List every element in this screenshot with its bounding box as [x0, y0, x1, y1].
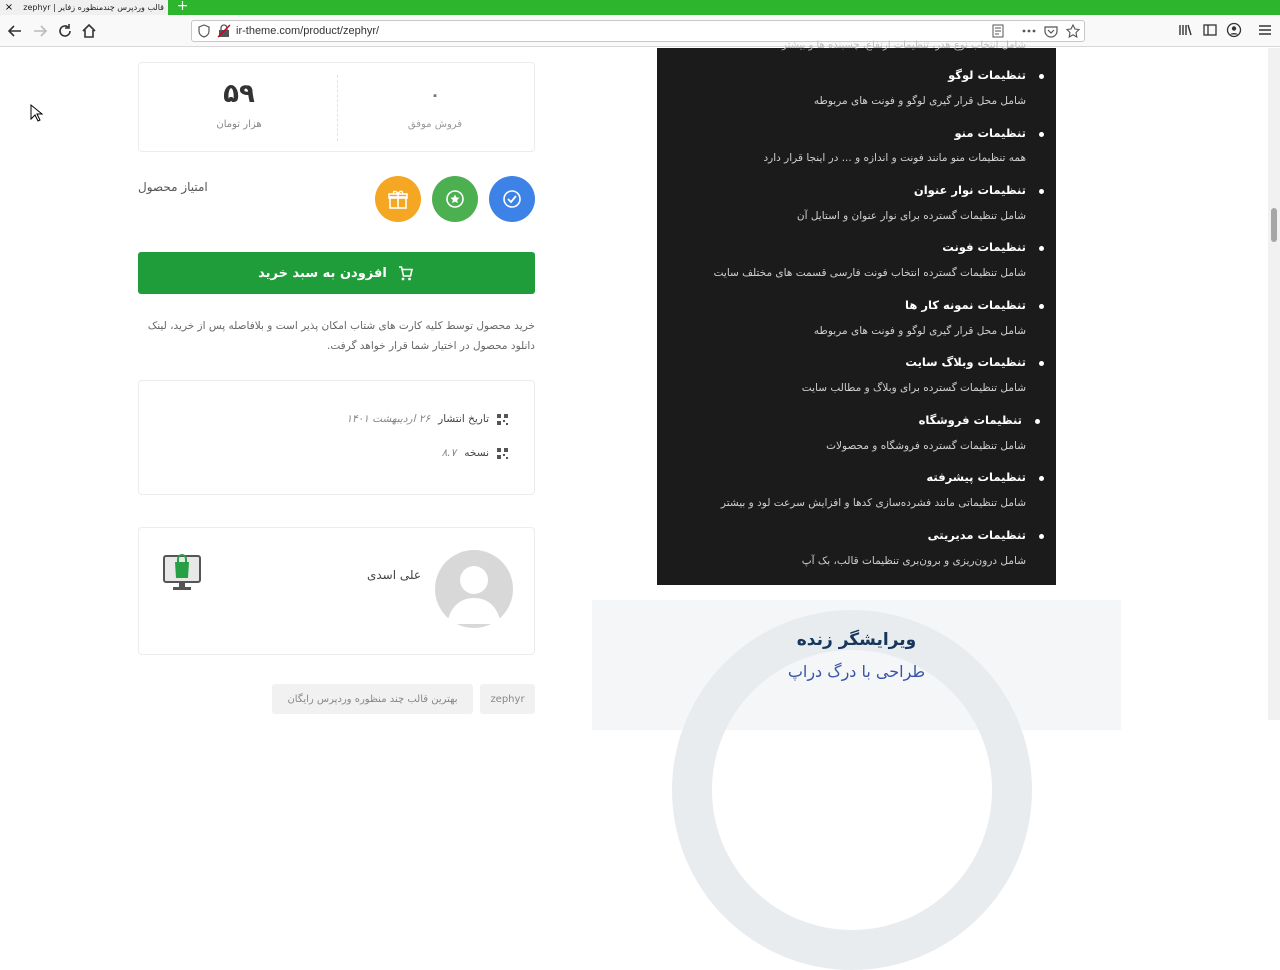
- check-icon: [501, 188, 523, 210]
- price-unit: هزار تومان: [216, 119, 262, 130]
- shield-icon[interactable]: [198, 24, 210, 41]
- url-text[interactable]: ir-theme.com/product/zephyr/: [236, 25, 380, 37]
- library-icon[interactable]: [1177, 22, 1195, 40]
- features-panel: [657, 40, 1056, 585]
- browser-tab[interactable]: [0, 0, 168, 15]
- live-editor-promo: [592, 600, 1121, 730]
- publish-date-row: [346, 413, 508, 425]
- product-meta-card: [138, 380, 535, 495]
- menu-icon[interactable]: [1256, 22, 1274, 40]
- address-bar[interactable]: [191, 20, 1085, 42]
- store-monitor-icon: [161, 550, 203, 592]
- new-tab-button[interactable]: +: [176, 0, 189, 14]
- add-to-cart-button[interactable]: [138, 252, 535, 294]
- promo-subtitle: طراحی با درگ دراپ: [787, 662, 926, 681]
- feature-title: تنظیمات مدیریتی: [927, 528, 1026, 542]
- feature-desc: شامل تنظیمات گسترده فروشگاه و محصولات: [826, 440, 1026, 452]
- page-scrollbar[interactable]: [1268, 48, 1280, 720]
- sidebar-icon[interactable]: [1201, 22, 1219, 40]
- purchase-note: خرید محصول توسط کلیه کارت های شتاب امکان پذیر است و بلافاصله پس از خرید، لینک دانلود محصول در اختیار شما قرار خواهد گرفت.: [147, 320, 535, 352]
- feature-title: تنظیمات نوار عنوان: [913, 183, 1026, 197]
- reader-view-icon[interactable]: [992, 24, 1004, 41]
- qr-icon: [497, 448, 508, 459]
- navigation-bar: [0, 15, 1280, 47]
- feature-desc: شامل تنظیمات گسترده برای وبلاگ و مطالب سایت: [801, 382, 1026, 394]
- feature-desc: همه تنظیمات منو مانند فونت و اندازه و ... در اینجا قرار دارد: [763, 152, 1026, 164]
- stats-divider: [337, 75, 338, 141]
- feature-title: تنظیمات منو: [954, 126, 1026, 140]
- product-stats-card: [138, 62, 535, 152]
- more-actions-icon[interactable]: [1022, 24, 1036, 41]
- qr-icon: [497, 414, 508, 425]
- tab-title: قالب وردپرس چندمنظوره زفایر | zephyr: [23, 3, 164, 12]
- avatar[interactable]: [435, 550, 513, 628]
- forward-arrow-icon[interactable]: [31, 22, 49, 40]
- reload-icon[interactable]: [56, 22, 74, 40]
- feature-desc-cut: شامل انتخاب نوع هدر، تنظیمات ارتفاع، چسبنده ها و بیشتر: [782, 40, 1026, 51]
- feature-desc: شامل محل قرار گیری لوگو و فونت های مربوطه: [813, 325, 1026, 337]
- tab-bar: [0, 0, 1280, 15]
- add-to-cart-label: افزودن به سبد خرید: [258, 265, 387, 281]
- feature-desc: شامل درون‌ریزی و برون‌بری تنظیمات قالب، بک آپ: [801, 555, 1026, 567]
- rating-label: امتیاز محصول: [138, 180, 208, 194]
- feature-desc: شامل محل قرار گیری لوگو و فونت های مربوطه: [813, 95, 1026, 107]
- verified-badge[interactable]: [489, 176, 535, 222]
- author-name[interactable]: علی اسدی: [366, 568, 421, 582]
- feature-title: تنظیمات فروشگاه: [918, 413, 1022, 427]
- pocket-icon[interactable]: [1044, 24, 1058, 41]
- gift-badge[interactable]: [375, 176, 421, 222]
- publish-date-label: تاریخ انتشار: [438, 413, 489, 425]
- close-tab-icon[interactable]: ×: [4, 2, 14, 13]
- bookmark-star-icon[interactable]: [1066, 24, 1080, 41]
- scrollbar-thumb[interactable]: [1271, 208, 1277, 242]
- version-value: ۸.۷: [441, 447, 457, 459]
- feature-title: تنظیمات وبلاگ سایت: [905, 355, 1026, 369]
- cart-icon: [397, 264, 415, 282]
- user-silhouette-icon: [435, 550, 513, 628]
- feature-title: تنظیمات لوگو: [948, 68, 1026, 82]
- star-icon: [444, 188, 466, 210]
- sales-count: ۰: [430, 85, 440, 104]
- price-value: ۵۹: [223, 79, 255, 109]
- tag-zephyr[interactable]: zephyr: [480, 684, 535, 714]
- star-badge[interactable]: [432, 176, 478, 222]
- back-arrow-icon[interactable]: [6, 22, 24, 40]
- tag-best-theme[interactable]: بهترین قالب چند منظوره وردپرس رایگان: [272, 684, 473, 714]
- account-icon[interactable]: [1225, 22, 1243, 40]
- feature-title: تنظیمات فونت: [942, 240, 1026, 254]
- author-card: [138, 527, 535, 655]
- promo-title: ویرایشگر زنده: [796, 630, 917, 650]
- version-row: [442, 447, 508, 459]
- mouse-cursor-icon: [30, 104, 42, 122]
- sales-label: فروش موفق: [407, 119, 463, 130]
- publish-date-value: ۲۶ اردیبهشت ۱۴۰۱: [346, 413, 431, 425]
- feature-title: تنظیمات نمونه کار ها: [905, 298, 1026, 312]
- home-icon[interactable]: [80, 22, 98, 40]
- feature-desc: شامل تنظیمات گسترده برای نوار عنوان و استایل آن: [796, 210, 1026, 222]
- lock-icon[interactable]: [218, 24, 230, 41]
- gift-icon: [387, 188, 409, 210]
- feature-desc: شامل تنظیماتی مانند فشرده‌سازی کدها و افزایش سرعت لود و بیشتر: [720, 497, 1026, 509]
- page-content: [0, 40, 1280, 720]
- feature-title: تنظیمات پیشرفته: [926, 470, 1026, 484]
- version-label: نسخه: [464, 447, 489, 459]
- feature-desc: شامل تنظیمات گسترده انتخاب فونت فارسی قسمت های مختلف سایت: [713, 267, 1026, 279]
